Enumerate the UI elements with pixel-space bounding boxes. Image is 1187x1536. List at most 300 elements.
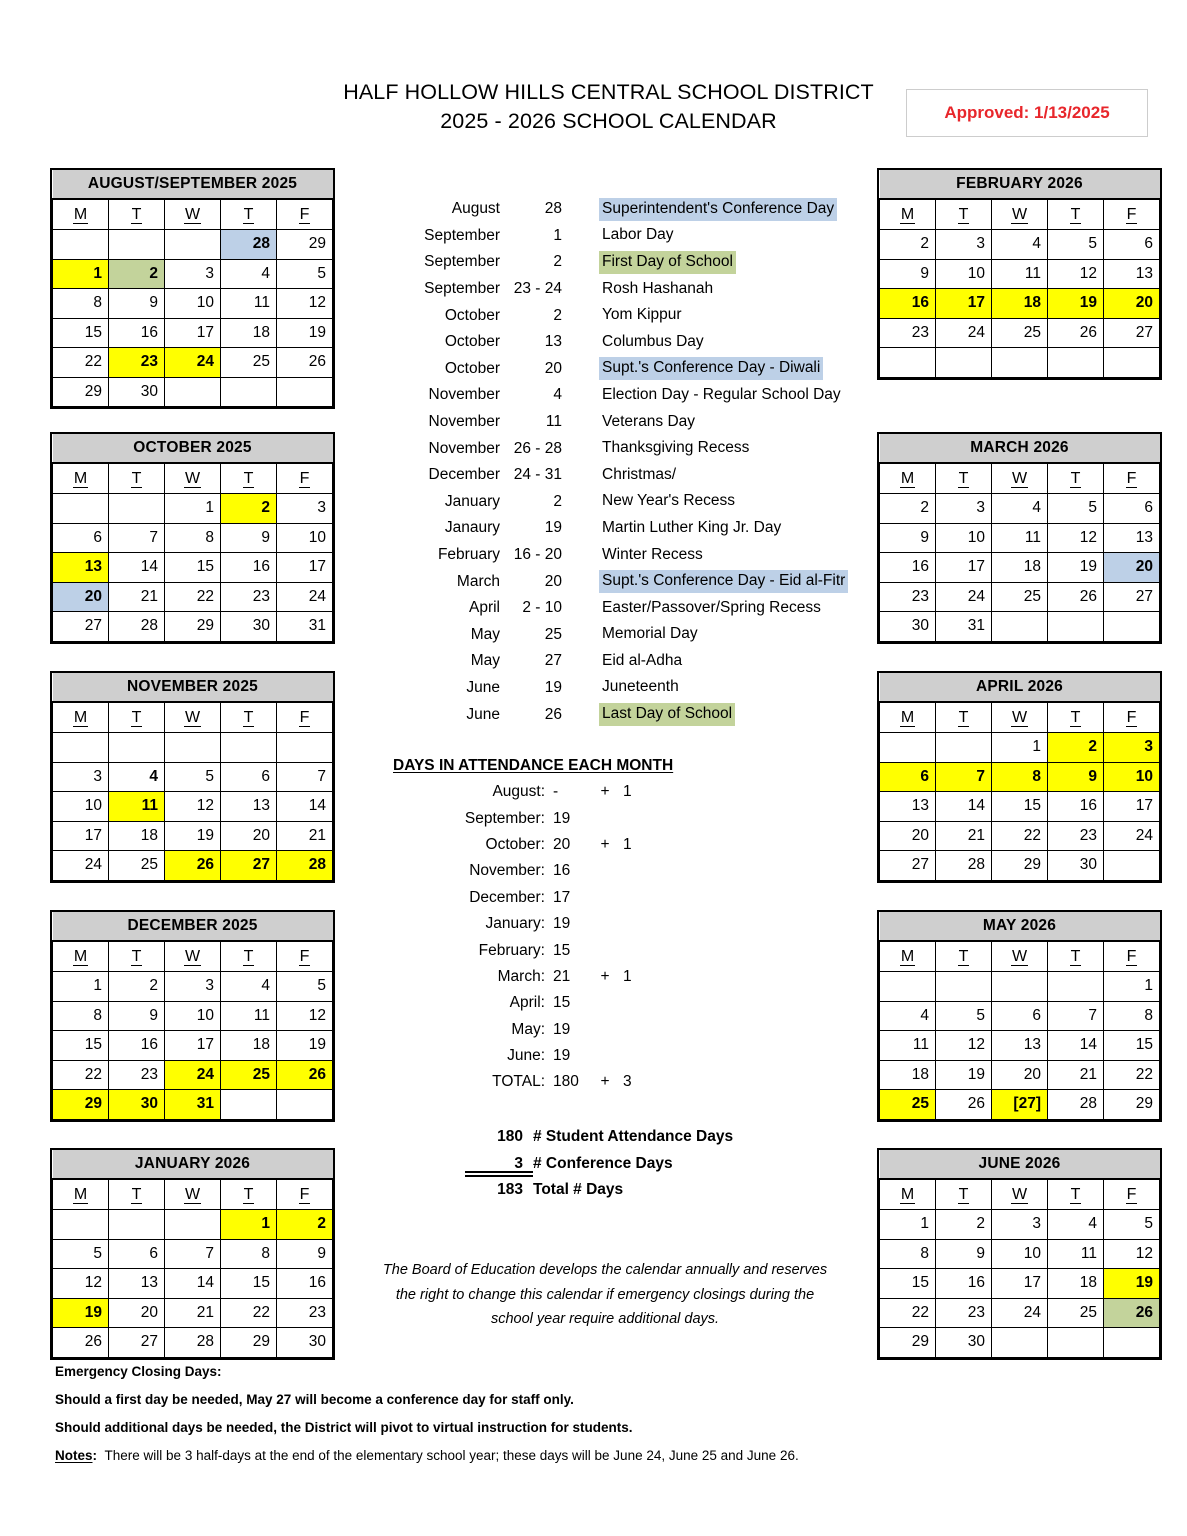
day-cell: 19 <box>277 318 333 348</box>
day-cell: 5 <box>1048 230 1104 260</box>
event-day: 19 <box>544 519 562 537</box>
day-cell: 14 <box>277 792 333 822</box>
day-cell: 10 <box>936 523 992 553</box>
day-cell: 15 <box>880 1269 936 1299</box>
day-cell-empty <box>1104 1328 1160 1358</box>
day-cell: 1 <box>880 1210 936 1240</box>
day-cell: 14 <box>1048 1031 1104 1061</box>
event-month: May <box>470 652 500 670</box>
dow-label: T <box>243 205 254 223</box>
week-row <box>880 1328 1160 1358</box>
dow-label: M <box>73 205 88 223</box>
footer-notes <box>55 1358 1135 1470</box>
day-cell: 10 <box>277 523 333 553</box>
day-cell: 21 <box>277 821 333 851</box>
event-label: Christmas/ <box>602 465 677 483</box>
day-cell: 28 <box>936 851 992 881</box>
day-cell: 7 <box>165 1239 221 1269</box>
day-cell: 24 <box>936 318 992 348</box>
day-cell: 17 <box>992 1269 1048 1299</box>
day-cell: 29 <box>53 1090 109 1120</box>
month-grid-feb <box>877 168 1162 380</box>
dow-header-oct-2 <box>165 463 221 494</box>
dow-label: F <box>299 1185 310 1203</box>
day-cell: 29 <box>1104 1090 1160 1120</box>
attendance-conference-count: 1 <box>623 967 632 985</box>
week-row <box>53 553 333 583</box>
page-header <box>0 78 1187 144</box>
day-cell-empty <box>277 1090 333 1120</box>
attendance-conference-count: 1 <box>623 835 632 853</box>
event-day: 28 <box>544 200 562 218</box>
dow-header-jan-0 <box>53 1179 109 1210</box>
day-cell: 16 <box>109 1031 165 1061</box>
day-cell: 1 <box>53 259 109 289</box>
month-title-mar: MARCH 2026 <box>880 434 1160 463</box>
day-cell: 29 <box>880 1328 936 1358</box>
day-cell: 3 <box>992 1210 1048 1240</box>
attendance-plus-sign: + <box>600 783 610 801</box>
event-day: 26 - 28 <box>513 439 562 457</box>
day-cell: 21 <box>165 1298 221 1328</box>
event-month: Janaury <box>444 519 500 537</box>
event-month: February <box>437 546 500 564</box>
day-cell: 22 <box>992 821 1048 851</box>
day-cell: 17 <box>53 821 109 851</box>
day-cell: 1 <box>165 494 221 524</box>
day-cell-empty <box>992 612 1048 642</box>
week-row <box>53 612 333 642</box>
dow-header-may-3 <box>1048 941 1104 972</box>
week-row <box>880 733 1160 763</box>
dow-header-oct-0 <box>53 463 109 494</box>
day-cell: 26 <box>1104 1298 1160 1328</box>
day-cell-empty <box>1104 851 1160 881</box>
week-row <box>880 582 1160 612</box>
dow-label: F <box>1126 205 1137 223</box>
day-cell: 19 <box>1104 1269 1160 1299</box>
disclaimer-line-1: The Board of Education develops the calendar annually and reserves <box>382 1262 828 1278</box>
day-cell: 4 <box>880 1001 936 1031</box>
attendance-row <box>385 779 805 805</box>
event-row <box>370 196 860 223</box>
week-row <box>880 972 1160 1002</box>
week-row <box>880 792 1160 822</box>
approved-date-text: Approved: 1/13/2025 <box>944 103 1110 122</box>
day-cell: 12 <box>1048 259 1104 289</box>
day-cell: 4 <box>992 494 1048 524</box>
week-row <box>880 1090 1160 1120</box>
event-month: September <box>424 280 500 298</box>
day-cell: 25 <box>880 1090 936 1120</box>
attendance-row <box>385 937 805 963</box>
event-label: Thanksgiving Recess <box>602 439 750 457</box>
dow-header-apr-3 <box>1048 702 1104 733</box>
day-cell: 5 <box>277 259 333 289</box>
day-cell: 19 <box>165 821 221 851</box>
day-cell: 15 <box>53 318 109 348</box>
attendance-conference-count: 3 <box>623 1073 632 1091</box>
week-row <box>53 1031 333 1061</box>
day-cell-empty <box>1048 348 1104 378</box>
attendance-month-label: TOTAL: <box>492 1073 545 1091</box>
day-cell: 6 <box>221 762 277 792</box>
day-cell-empty <box>880 733 936 763</box>
event-row <box>370 302 860 329</box>
event-row <box>370 595 860 622</box>
dow-header-aug-4 <box>277 199 333 230</box>
day-cell: 21 <box>936 821 992 851</box>
day-cell: 15 <box>53 1031 109 1061</box>
day-cell: 24 <box>936 582 992 612</box>
day-cell: 9 <box>109 289 165 319</box>
day-cell-empty <box>109 1210 165 1240</box>
day-cell: 26 <box>277 348 333 378</box>
disclaimer-line-2: the right to change this calendar if emergency closings during the <box>395 1286 815 1303</box>
attendance-day-count: 19 <box>553 809 571 827</box>
dow-header-jun-0 <box>880 1179 936 1210</box>
day-cell: 24 <box>277 582 333 612</box>
event-label: Yom Kippur <box>602 306 682 324</box>
event-label: Memorial Day <box>602 625 698 643</box>
week-row <box>53 821 333 851</box>
day-cell: 27 <box>53 612 109 642</box>
event-month: April <box>468 599 500 617</box>
day-cell: 28 <box>221 230 277 260</box>
day-cell: 17 <box>936 553 992 583</box>
day-cell: 27 <box>880 851 936 881</box>
day-cell-empty <box>1104 612 1160 642</box>
week-row <box>53 523 333 553</box>
dow-header-jun-3 <box>1048 1179 1104 1210</box>
day-cell: 22 <box>165 582 221 612</box>
day-cell: 8 <box>992 762 1048 792</box>
day-cell: 26 <box>277 1060 333 1090</box>
day-cell: 24 <box>165 1060 221 1090</box>
day-cell: 31 <box>165 1090 221 1120</box>
day-cell-empty <box>109 230 165 260</box>
dow-header-apr-0 <box>880 702 936 733</box>
day-cell-empty <box>936 972 992 1002</box>
attendance-month-label: May: <box>511 1020 545 1038</box>
week-row <box>53 1298 333 1328</box>
day-cell: 11 <box>992 523 1048 553</box>
month-title-jun: JUNE 2026 <box>880 1150 1160 1179</box>
dow-label: W <box>184 1185 201 1203</box>
day-cell: 13 <box>53 553 109 583</box>
event-label: Last Day of School <box>599 703 735 726</box>
attendance-month-label: September: <box>464 809 545 827</box>
dow-label: T <box>243 469 254 487</box>
day-cell: 25 <box>1048 1298 1104 1328</box>
dow-header-apr-2 <box>992 702 1048 733</box>
day-cell-empty <box>880 348 936 378</box>
event-label: First Day of School <box>599 251 736 274</box>
dow-header-dec-4 <box>277 941 333 972</box>
dow-label: T <box>243 947 254 965</box>
day-cell: 10 <box>936 259 992 289</box>
total-row <box>455 1124 875 1151</box>
day-cell: 23 <box>221 582 277 612</box>
day-cell: 9 <box>880 523 936 553</box>
event-month: November <box>428 386 500 404</box>
day-cell: 30 <box>880 612 936 642</box>
dow-header-aug-3 <box>221 199 277 230</box>
event-month: October <box>444 333 500 351</box>
dow-header-aug-2 <box>165 199 221 230</box>
event-row <box>370 542 860 569</box>
day-cell: 17 <box>165 318 221 348</box>
dow-label: M <box>900 1185 915 1203</box>
dow-label: T <box>243 708 254 726</box>
day-cell: 8 <box>221 1239 277 1269</box>
day-cell-empty <box>53 494 109 524</box>
day-cell: 2 <box>109 259 165 289</box>
day-cell: 12 <box>1104 1239 1160 1269</box>
day-cell: 25 <box>109 851 165 881</box>
attendance-day-count: 19 <box>553 1047 571 1065</box>
day-cell: 12 <box>936 1031 992 1061</box>
event-row <box>370 382 860 409</box>
week-row <box>53 230 333 260</box>
notes-label: Notes <box>55 1448 93 1463</box>
day-cell: 5 <box>165 762 221 792</box>
day-cell: 30 <box>109 1090 165 1120</box>
day-cell: 11 <box>1048 1239 1104 1269</box>
event-month: November <box>428 413 500 431</box>
day-cell: 15 <box>165 553 221 583</box>
attendance-row <box>385 1069 805 1095</box>
day-cell: 17 <box>936 289 992 319</box>
day-cell: 3 <box>277 494 333 524</box>
week-row <box>880 289 1160 319</box>
week-row <box>880 1269 1160 1299</box>
event-month: December <box>428 466 500 484</box>
day-cell-empty <box>53 733 109 763</box>
day-cell: 27 <box>1104 582 1160 612</box>
day-cell: 24 <box>53 851 109 881</box>
event-row <box>370 515 860 542</box>
day-cell: 23 <box>109 348 165 378</box>
approved-badge <box>906 89 1148 137</box>
day-cell-empty <box>992 348 1048 378</box>
day-cell: 4 <box>1048 1210 1104 1240</box>
day-cell-empty <box>221 377 277 407</box>
day-cell-empty <box>165 230 221 260</box>
disclaimer-line-3: school year require additional days. <box>490 1311 720 1327</box>
attendance-row <box>385 911 805 937</box>
day-cell: 20 <box>880 821 936 851</box>
day-cell: 25 <box>221 348 277 378</box>
day-cell: 25 <box>221 1060 277 1090</box>
day-cell-empty <box>277 733 333 763</box>
day-cell: 18 <box>221 1031 277 1061</box>
day-cell: 20 <box>109 1298 165 1328</box>
dow-header-aug-0 <box>53 199 109 230</box>
dow-header-jan-4 <box>277 1179 333 1210</box>
event-month: January <box>444 492 500 510</box>
emergency-note-first-day: Should a first day be needed, May 27 will become a conference day for staff only. <box>55 1392 574 1407</box>
day-cell: 28 <box>109 612 165 642</box>
event-row <box>370 675 860 702</box>
day-cell-empty <box>221 733 277 763</box>
event-row <box>370 622 860 649</box>
week-row <box>53 377 333 407</box>
dow-header-feb-2 <box>992 199 1048 230</box>
dow-header-mar-0 <box>880 463 936 494</box>
attendance-plus-sign: + <box>600 967 610 985</box>
attendance-row <box>385 1017 805 1043</box>
month-grid-may <box>877 910 1162 1122</box>
dow-label: F <box>1126 947 1137 965</box>
event-label: Rosh Hashanah <box>602 279 714 297</box>
day-cell: 16 <box>221 553 277 583</box>
week-row <box>880 762 1160 792</box>
day-cell: 3 <box>936 494 992 524</box>
week-row <box>53 289 333 319</box>
dow-label: F <box>299 947 310 965</box>
day-cell: 1 <box>992 733 1048 763</box>
attendance-plus-sign: + <box>600 1073 610 1091</box>
attendance-month-label: October: <box>485 835 545 853</box>
dow-header-oct-4 <box>277 463 333 494</box>
month-grid-jan <box>50 1148 335 1360</box>
dow-header-may-1 <box>936 941 992 972</box>
event-month: September <box>424 253 500 271</box>
week-row <box>53 1328 333 1358</box>
day-cell-empty <box>109 733 165 763</box>
emergency-closing-heading: Emergency Closing Days: <box>55 1364 222 1379</box>
day-cell: 15 <box>1104 1031 1160 1061</box>
day-cell: 12 <box>165 792 221 822</box>
event-month: November <box>428 439 500 457</box>
dow-label: F <box>299 469 310 487</box>
dow-label: T <box>1070 947 1081 965</box>
day-cell: 26 <box>1048 582 1104 612</box>
dow-header-dec-3 <box>221 941 277 972</box>
dow-header-apr-1 <box>936 702 992 733</box>
week-row <box>880 821 1160 851</box>
day-cell: 29 <box>277 230 333 260</box>
day-cell-empty <box>1048 612 1104 642</box>
day-cell: 12 <box>277 1001 333 1031</box>
event-day: 20 <box>544 359 562 377</box>
day-cell: 13 <box>992 1031 1048 1061</box>
day-cell: 30 <box>109 377 165 407</box>
week-row <box>53 762 333 792</box>
day-cell: 15 <box>221 1269 277 1299</box>
day-cell: 2 <box>936 1210 992 1240</box>
day-cell: 25 <box>992 582 1048 612</box>
day-cell: 3 <box>53 762 109 792</box>
totals-double-rule <box>465 1171 533 1177</box>
notes-body-text: There will be 3 half-days at the end of the elementary school year; these days will be June 24, June 25 and June 26. <box>104 1448 799 1463</box>
day-cell: 22 <box>53 1060 109 1090</box>
dow-header-jun-4 <box>1104 1179 1160 1210</box>
dow-label: F <box>299 205 310 223</box>
event-day: 2 - 10 <box>522 599 562 617</box>
dow-header-nov-4 <box>277 702 333 733</box>
month-grid-dec <box>50 910 335 1122</box>
event-day: 25 <box>544 625 562 643</box>
dow-header-feb-0 <box>880 199 936 230</box>
day-cell: 5 <box>1104 1210 1160 1240</box>
day-cell: 1 <box>1104 972 1160 1002</box>
dow-label: W <box>184 469 201 487</box>
attendance-row <box>385 1043 805 1069</box>
day-cell: 18 <box>1048 1269 1104 1299</box>
day-cell: 18 <box>992 289 1048 319</box>
day-cell: 22 <box>53 348 109 378</box>
day-cell-empty <box>880 972 936 1002</box>
day-cell: 14 <box>936 792 992 822</box>
notes-body <box>97 1448 105 1463</box>
day-cell: 29 <box>165 612 221 642</box>
day-cell: 24 <box>165 348 221 378</box>
event-row <box>370 409 860 436</box>
dow-header-jan-2 <box>165 1179 221 1210</box>
dow-header-dec-0 <box>53 941 109 972</box>
day-cell: 26 <box>1048 318 1104 348</box>
day-cell: 7 <box>936 762 992 792</box>
week-row <box>880 1060 1160 1090</box>
day-cell: 21 <box>1048 1060 1104 1090</box>
dow-label: T <box>131 947 142 965</box>
attendance-day-count: 180 <box>553 1073 579 1091</box>
week-row <box>53 1210 333 1240</box>
attendance-month-label: June: <box>507 1047 545 1065</box>
dow-label: T <box>131 469 142 487</box>
event-row <box>370 701 860 728</box>
event-day: 1 <box>553 226 562 244</box>
event-day: 19 <box>544 678 562 696</box>
day-cell-empty <box>109 494 165 524</box>
event-row <box>370 223 860 250</box>
day-cell: 20 <box>53 582 109 612</box>
month-title-nov: NOVEMBER 2025 <box>53 673 333 702</box>
day-cell: 10 <box>165 289 221 319</box>
emergency-note-additional-days: Should additional days be needed, the District will pivot to virtual instruction for students. <box>55 1420 633 1435</box>
day-cell: 13 <box>880 792 936 822</box>
day-cell: 18 <box>992 553 1048 583</box>
attendance-month-label: December: <box>469 888 545 906</box>
day-cell: 6 <box>880 762 936 792</box>
total-number: 3 <box>514 1154 523 1172</box>
event-row <box>370 356 860 383</box>
day-cell: 20 <box>1104 289 1160 319</box>
day-cell: 6 <box>992 1001 1048 1031</box>
day-cell-empty <box>165 1210 221 1240</box>
dow-label: T <box>958 708 969 726</box>
event-label: Supt.'s Conference Day - Diwali <box>599 357 823 380</box>
day-cell: 9 <box>936 1239 992 1269</box>
day-cell: 31 <box>277 612 333 642</box>
dow-header-jun-2 <box>992 1179 1048 1210</box>
day-cell: 10 <box>992 1239 1048 1269</box>
dow-header-nov-2 <box>165 702 221 733</box>
total-label: # Student Attendance Days <box>533 1128 734 1146</box>
dow-label: M <box>900 708 915 726</box>
day-cell: 16 <box>880 289 936 319</box>
event-label: Winter Recess <box>602 545 703 563</box>
day-cell-empty <box>936 733 992 763</box>
day-cell: 24 <box>992 1298 1048 1328</box>
dow-label: M <box>900 205 915 223</box>
dow-label: T <box>1070 708 1081 726</box>
dow-label: T <box>131 1185 142 1203</box>
attendance-month-label: February: <box>478 941 545 959</box>
day-cell-empty <box>992 972 1048 1002</box>
